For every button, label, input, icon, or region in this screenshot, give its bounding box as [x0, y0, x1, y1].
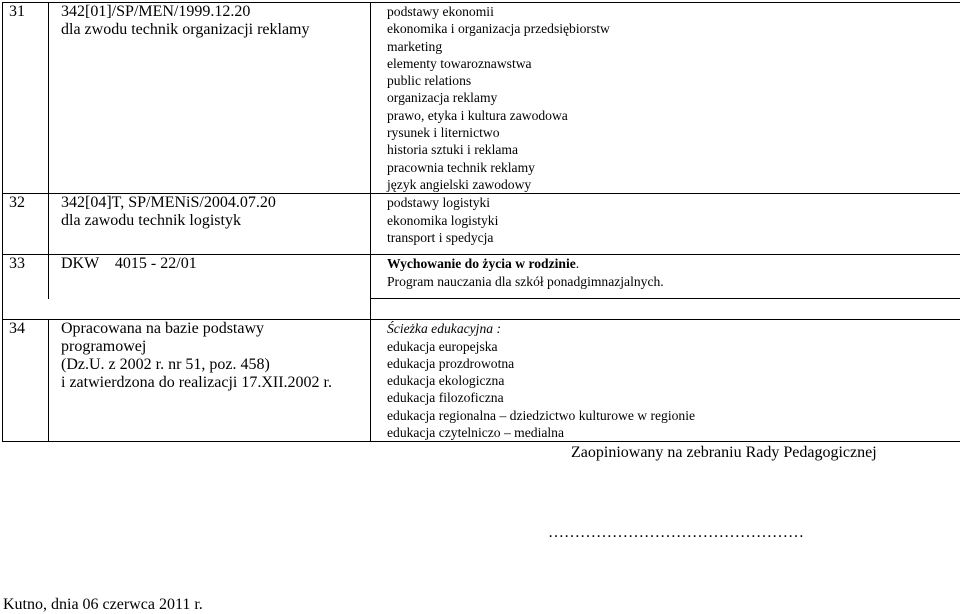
subject-item: ekonomika logistyki	[387, 212, 499, 228]
subject-item: pracownia technik reklamy	[387, 159, 535, 175]
program-code-cell	[49, 3, 371, 194]
program-basis-line: programowej	[61, 338, 147, 356]
subject-item: edukacja europejska	[387, 338, 498, 354]
subject-item: język angielski zawodowy	[387, 176, 532, 192]
table-gap	[3, 299, 960, 320]
row-number: 33	[3, 255, 49, 299]
subject-item: ekonomika i organizacja przedsiębiorstw	[387, 21, 610, 37]
signature-line: …………………………………………	[548, 524, 804, 541]
subjects-cell	[371, 320, 960, 442]
subject-item: marketing	[387, 38, 443, 54]
subject-title	[387, 255, 960, 272]
program-basis-line: (Dz.U. z 2002 r. nr 51, poz. 458)	[61, 356, 270, 374]
approval-note: Zaopiniowany na zebraniu Rady Pedagogicznej	[571, 444, 877, 461]
program-table	[2, 2, 960, 442]
table-row	[3, 255, 960, 299]
row-number: 31	[3, 3, 49, 194]
table-row	[3, 194, 960, 255]
program-code-cell	[49, 320, 371, 442]
table-row	[3, 3, 960, 194]
subject-item: edukacja filozoficzna	[387, 390, 504, 406]
subject-heading: Ścieżka edukacyjna :	[387, 321, 501, 337]
subject-item: edukacja regionalna – dziedzictwo kulturowe w regionie	[387, 407, 696, 423]
program-basis-line: Opracowana na bazie podstawy	[61, 320, 265, 338]
program-code: 342[01]/SP/MEN/1999.12.20	[61, 3, 251, 20]
program-code-cell	[49, 255, 371, 299]
subject-item: Program nauczania dla szkół ponadgimnazjalnych.	[387, 273, 664, 289]
subjects-cell	[371, 3, 960, 194]
subject-item: podstawy logistyki	[387, 195, 491, 211]
row-number: 32	[3, 194, 49, 255]
program-code: DKW 4015 - 22/01	[61, 255, 197, 273]
program-description: dla zawodu technik logistyk	[61, 212, 241, 230]
subject-item: edukacja czytelniczo – medialna	[387, 425, 565, 441]
subject-item: elementy towaroznawstwa	[387, 55, 532, 71]
program-code-cell	[49, 194, 371, 255]
subject-item: edukacja prozdrowotna	[387, 355, 515, 371]
subject-item: historia sztuki i reklama	[387, 142, 518, 158]
subject-item: transport i spedycja	[387, 229, 494, 245]
subjects-cell	[371, 194, 960, 255]
program-code: 342[04]T, SP/MENiS/2004.07.20	[61, 194, 276, 212]
subject-item: organizacja reklamy	[387, 90, 498, 106]
subject-item: prawo, etyka i kultura zawodowa	[387, 107, 568, 123]
program-basis-line: i zatwierdzona do realizacji 17.XII.2002 r.	[61, 374, 332, 392]
subjects-cell	[371, 255, 960, 299]
subject-title-bold: Wychowanie do życia w rodzinie	[387, 256, 576, 272]
place-date: Kutno, dnia 06 czerwca 2011 r.	[3, 596, 203, 613]
subject-item: public relations	[387, 73, 472, 89]
subject-item: edukacja ekologiczna	[387, 373, 505, 389]
row-number: 34	[3, 320, 49, 442]
table-row	[3, 320, 960, 442]
subject-item: podstawy ekonomii	[387, 4, 494, 19]
program-description: dla zwodu technik organizacji reklamy	[61, 21, 310, 38]
subject-title-suffix: .	[575, 256, 580, 272]
subject-item: rysunek i liternictwo	[387, 125, 500, 141]
